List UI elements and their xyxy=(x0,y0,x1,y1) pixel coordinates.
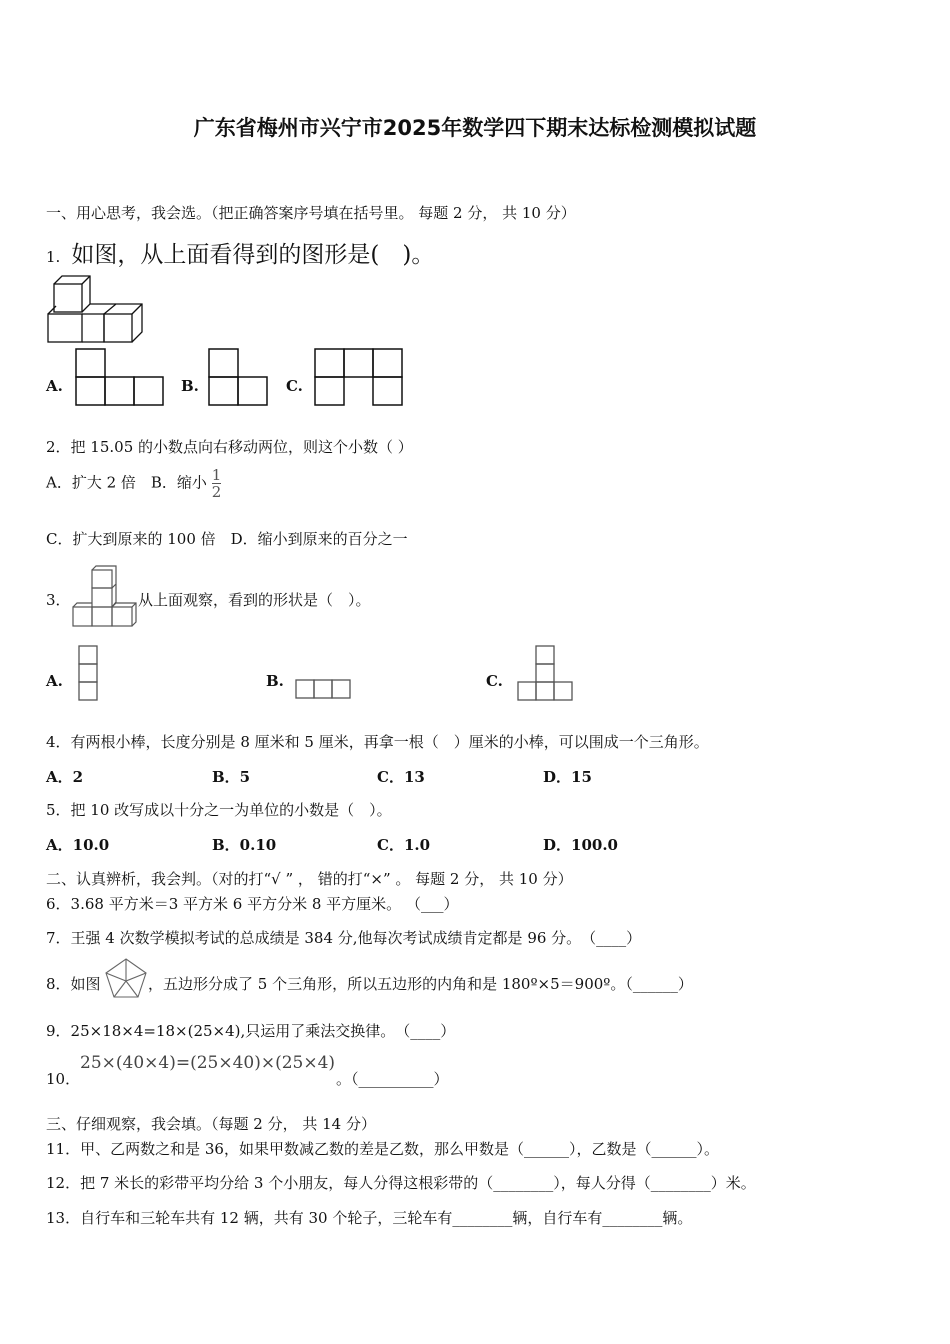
q4-option-d: D．15 xyxy=(543,768,592,786)
question-6: 6．3.68 平方米＝3 平方米 6 平方分米 8 平方厘米。 （___） xyxy=(46,895,459,913)
question-1 xyxy=(46,236,434,269)
question-4-stem: 4．有两根小棒，长度分别是 8 厘米和 5 厘米，再拿一根（ ）厘米的小棒，可以围成一个三角形。 xyxy=(46,733,709,751)
question-13: 13．自行车和三轮车共有 12 辆，共有 30 个轮子，三轮车有________辆，自行车有________辆。 xyxy=(46,1209,693,1227)
q5-option-d: D．100.0 xyxy=(543,836,618,854)
q1-option-c-figure xyxy=(314,348,406,406)
q3-option-b-figure xyxy=(295,679,355,701)
question-3-figure xyxy=(70,564,140,630)
pentagon-figure xyxy=(104,957,148,1001)
q3-option-c-label: C. xyxy=(486,672,503,690)
question-2-stem: 2．把 15.05 的小数点向右移动两位，则这个小数（ ） xyxy=(46,438,413,456)
q2-fraction-denominator: 2 xyxy=(211,483,222,501)
q1-option-c-label: C. xyxy=(286,377,303,395)
q4-option-a: A．2 xyxy=(46,768,84,786)
question-2-options-cd: C．扩大到原来的 100 倍 D．缩小到原来的百分之一 xyxy=(46,530,408,548)
q1-option-b-figure xyxy=(208,348,270,406)
page-title: 广东省梅州市兴宁市2025年数学四下期末达标检测模拟试题 xyxy=(193,116,757,140)
q5-option-a: A．10.0 xyxy=(46,836,110,854)
question-1-figure xyxy=(46,276,146,346)
q3-option-a-label: A. xyxy=(46,672,63,690)
q3-option-c-figure xyxy=(517,645,577,703)
question-1-text: 如图，从上面看得到的图形是( )。 xyxy=(71,242,435,268)
q4-option-c: C．13 xyxy=(377,768,425,786)
section-2-heading: 二、认真辨析，我会判。（对的打“√ ” ， 错的打“×” 。 每题 2 分， 共 10 分） xyxy=(46,870,573,888)
question-8-prefix: 8．如图 xyxy=(46,975,101,993)
q2-fraction-numerator: 1 xyxy=(211,466,222,484)
question-12: 12．把 7 米长的彩带平均分给 3 个小朋友，每人分得这根彩带的（________），每人分得（________）米。 xyxy=(46,1174,756,1192)
q1-option-b-label: B. xyxy=(181,377,199,395)
question-3-text: 从上面观察，看到的形状是（ ）。 xyxy=(138,591,371,609)
q1-option-a-label: A. xyxy=(46,377,63,395)
question-10-expression: 25×(40×4)=(25×40)×(25×4) xyxy=(80,1053,336,1073)
question-3-number: 3． xyxy=(46,591,71,609)
question-10-blank: 。（__________） xyxy=(336,1070,449,1088)
question-7: 7．王强 4 次数学模拟考试的总成绩是 384 分,他每次考试成绩肯定都是 96 分。 （____） xyxy=(46,929,642,947)
question-1-number: 1. xyxy=(46,248,61,266)
question-5-stem: 5．把 10 改写成以十分之一为单位的小数是（ ）。 xyxy=(46,801,392,819)
q5-option-c: C．1.0 xyxy=(377,836,431,854)
question-8-text: ，五边形分成了 5 个三角形，所以五边形的内角和是 180º×5＝900º。（______） xyxy=(148,975,693,993)
q5-option-b: B．0.10 xyxy=(212,836,277,854)
q2-fraction xyxy=(212,468,222,499)
question-11: 11．甲、乙两数之和是 36，如果甲数减乙数的差是乙数，那么甲数是（______），乙数是（______）。 xyxy=(46,1140,719,1158)
q3-option-a-figure xyxy=(78,645,100,703)
q2-ab-text: A．扩大 2 倍 B．缩小 xyxy=(46,473,207,492)
section-1-heading: 一、用心思考，我会选。（把正确答案序号填在括号里。 每题 2 分， 共 10 分） xyxy=(46,204,576,222)
q3-option-b-label: B. xyxy=(266,672,284,690)
q4-option-b: B．5 xyxy=(212,768,251,786)
q1-option-a-figure xyxy=(75,348,165,406)
section-3-heading: 三、仔细观察，我会填。（每题 2 分， 共 14 分） xyxy=(46,1115,376,1133)
question-2-options-ab xyxy=(46,468,221,499)
question-9: 9．25×18×4=18×(25×4),只运用了乘法交换律。 （____） xyxy=(46,1022,456,1040)
question-10-number: 10． xyxy=(46,1070,81,1088)
